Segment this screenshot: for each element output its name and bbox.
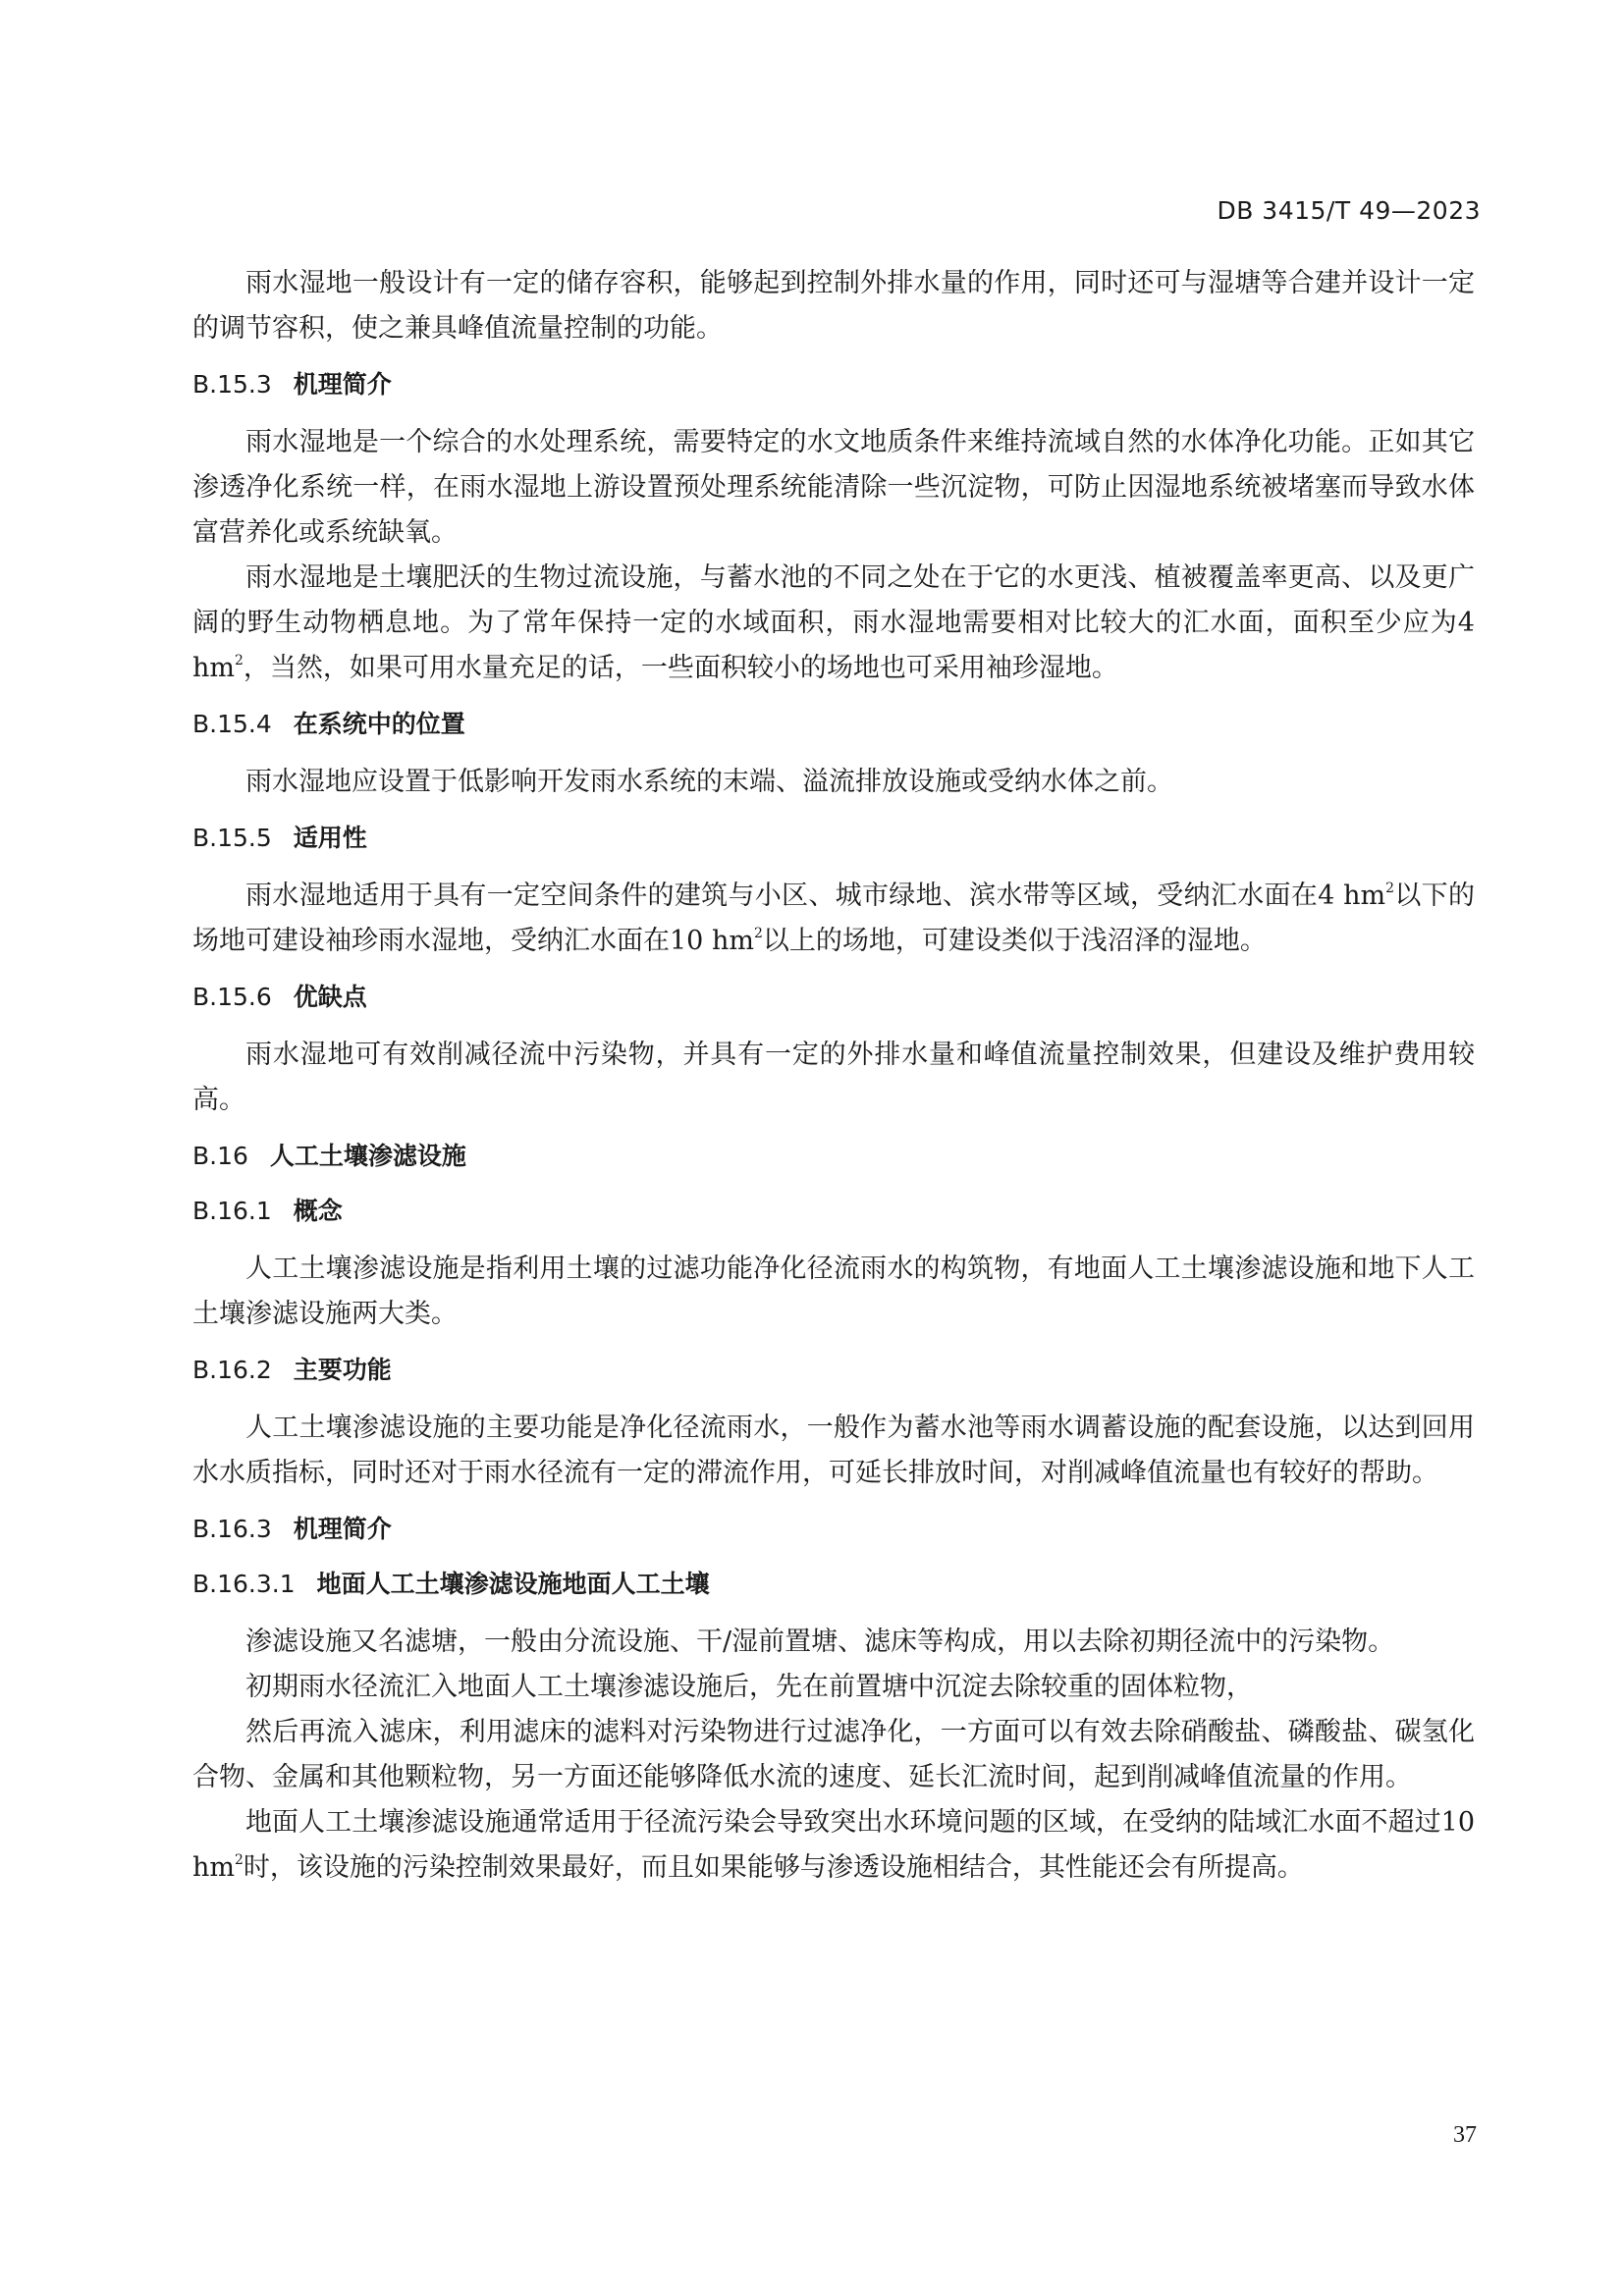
- text-segment: 地面人工土壤渗滤设施通常适用于径流污染会导致突出水环境问题的区域，在受纳的陆域汇水面不超过10 hm: [192, 1807, 1475, 1883]
- heading-b-15-5: [192, 819, 1475, 858]
- heading-number: B.16.3.1: [192, 1570, 296, 1598]
- heading-b-15-3: [192, 365, 1475, 404]
- paragraph-ground-3: 然后再流入滤床，利用滤床的滤料对污染物进行过滤净化，一方面可以有效去除硝酸盐、磷酸盐、碳氢化合物、金属和其他颗粒物，另一方面还能够降低水流的速度、延长汇流时间，起到削减峰值流量的作用。: [192, 1717, 1475, 1792]
- heading-b-16: [192, 1137, 1475, 1176]
- paragraph-position: 雨水湿地应设置于低影响开发雨水系统的末端、溢流排放设施或受纳水体之前。: [245, 767, 1173, 797]
- paragraph-applicability: [192, 874, 1475, 964]
- heading-number: B.16: [192, 1142, 248, 1170]
- paragraph-mechanism-2: [192, 556, 1475, 691]
- document-code: DB 3415/T 49—2023: [1217, 196, 1481, 225]
- text-segment: 雨水湿地适用于具有一定空间条件的建筑与小区、城市绿地、滨水带等区域，受纳汇水面在4 hm: [245, 881, 1386, 911]
- heading-b-16-3-1: [192, 1565, 1475, 1604]
- heading-title: 优缺点: [293, 983, 367, 1011]
- heading-b-16-3: [192, 1510, 1475, 1549]
- superscript: 2: [235, 1852, 244, 1868]
- paragraph-ground-4: [192, 1800, 1475, 1891]
- heading-title: 主要功能: [293, 1356, 392, 1384]
- heading-b-15-6: [192, 978, 1475, 1017]
- heading-number: B.15.6: [192, 983, 272, 1011]
- paragraph-ground-1: 渗滤设施又名滤塘，一般由分流设施、干/湿前置塘、滤床等构成，用以去除初期径流中的污染物。: [245, 1627, 1395, 1657]
- page-content: [192, 261, 1475, 1891]
- paragraph-main-function: 人工土壤渗滤设施的主要功能是净化径流雨水，一般作为蓄水池等雨水调蓄设施的配套设施，以达到回用水水质指标，同时还对于雨水径流有一定的滞流作用，可延长排放时间，对削减峰值流量也有较好的帮助。: [192, 1413, 1475, 1488]
- superscript: 2: [1385, 881, 1395, 896]
- heading-title: 在系统中的位置: [293, 710, 465, 738]
- paragraph-mechanism-1: 雨水湿地是一个综合的水处理系统，需要特定的水文地质条件来维持流域自然的水体净化功能。正如其它渗透净化系统一样，在雨水湿地上游设置预处理系统能清除一些沉淀物，可防止因湿地系统被堵塞而导致水体富营养化或系统缺氧。: [192, 427, 1475, 548]
- heading-title: 机理简介: [293, 1515, 392, 1543]
- text-segment: 以上的场地，可建设类似于浅沼泽的湿地。: [762, 926, 1267, 956]
- heading-b-15-4: [192, 705, 1475, 744]
- heading-number: B.15.4: [192, 710, 272, 738]
- heading-title: 机理简介: [293, 370, 392, 399]
- heading-title: 概念: [293, 1197, 343, 1225]
- heading-number: B.15.3: [192, 370, 272, 399]
- text-segment: 以下的场地可建设袖珍雨水湿地，受纳汇水面在10 hm: [192, 881, 1475, 956]
- text-segment: ，当然，如果可用水量充足的话，一些面积较小的场地也可采用袖珍湿地。: [243, 653, 1118, 683]
- text-segment: 时，该设施的污染控制效果最好，而且如果能够与渗透设施相结合，其性能还会有所提高。: [243, 1852, 1304, 1883]
- heading-number: B.15.5: [192, 824, 272, 852]
- heading-number: B.16.3: [192, 1515, 272, 1543]
- heading-title: 地面人工土壤渗滤设施地面人工土壤: [316, 1570, 710, 1598]
- paragraph-concept: 人工土壤渗滤设施是指利用土壤的过滤功能净化径流雨水的构筑物，有地面人工土壤渗滤设施和地下人工土壤渗滤设施两大类。: [192, 1254, 1475, 1329]
- text-segment: 雨水湿地是土壤肥沃的生物过流设施，与蓄水池的不同之处在于它的水更浅、植被覆盖率更高、以及更广阔的野生动物栖息地。为了常年保持一定的水域面积，雨水湿地需要相对比较大的汇水面，面积至少应为4 hm: [192, 562, 1475, 683]
- heading-b-16-2: [192, 1351, 1475, 1390]
- paragraph-intro: 雨水湿地一般设计有一定的储存容积，能够起到控制外排水量的作用，同时还可与湿塘等合建并设计一定的调节容积，使之兼具峰值流量控制的功能。: [192, 268, 1475, 344]
- page-number: 37: [1453, 2122, 1477, 2148]
- superscript: 2: [753, 926, 763, 941]
- heading-title: 人工土壤渗滤设施: [269, 1142, 466, 1170]
- paragraph-pros-cons: 雨水湿地可有效削减径流中污染物，并具有一定的外排水量和峰值流量控制效果，但建设及维护费用较高。: [192, 1040, 1475, 1115]
- superscript: 2: [235, 653, 244, 668]
- heading-number: B.16.2: [192, 1356, 272, 1384]
- paragraph-ground-2: 初期雨水径流汇入地面人工土壤渗滤设施后，先在前置塘中沉淀去除较重的固体粒物，: [245, 1672, 1253, 1702]
- heading-number: B.16.1: [192, 1197, 272, 1225]
- heading-b-16-1: [192, 1192, 1475, 1231]
- heading-title: 适用性: [293, 824, 367, 852]
